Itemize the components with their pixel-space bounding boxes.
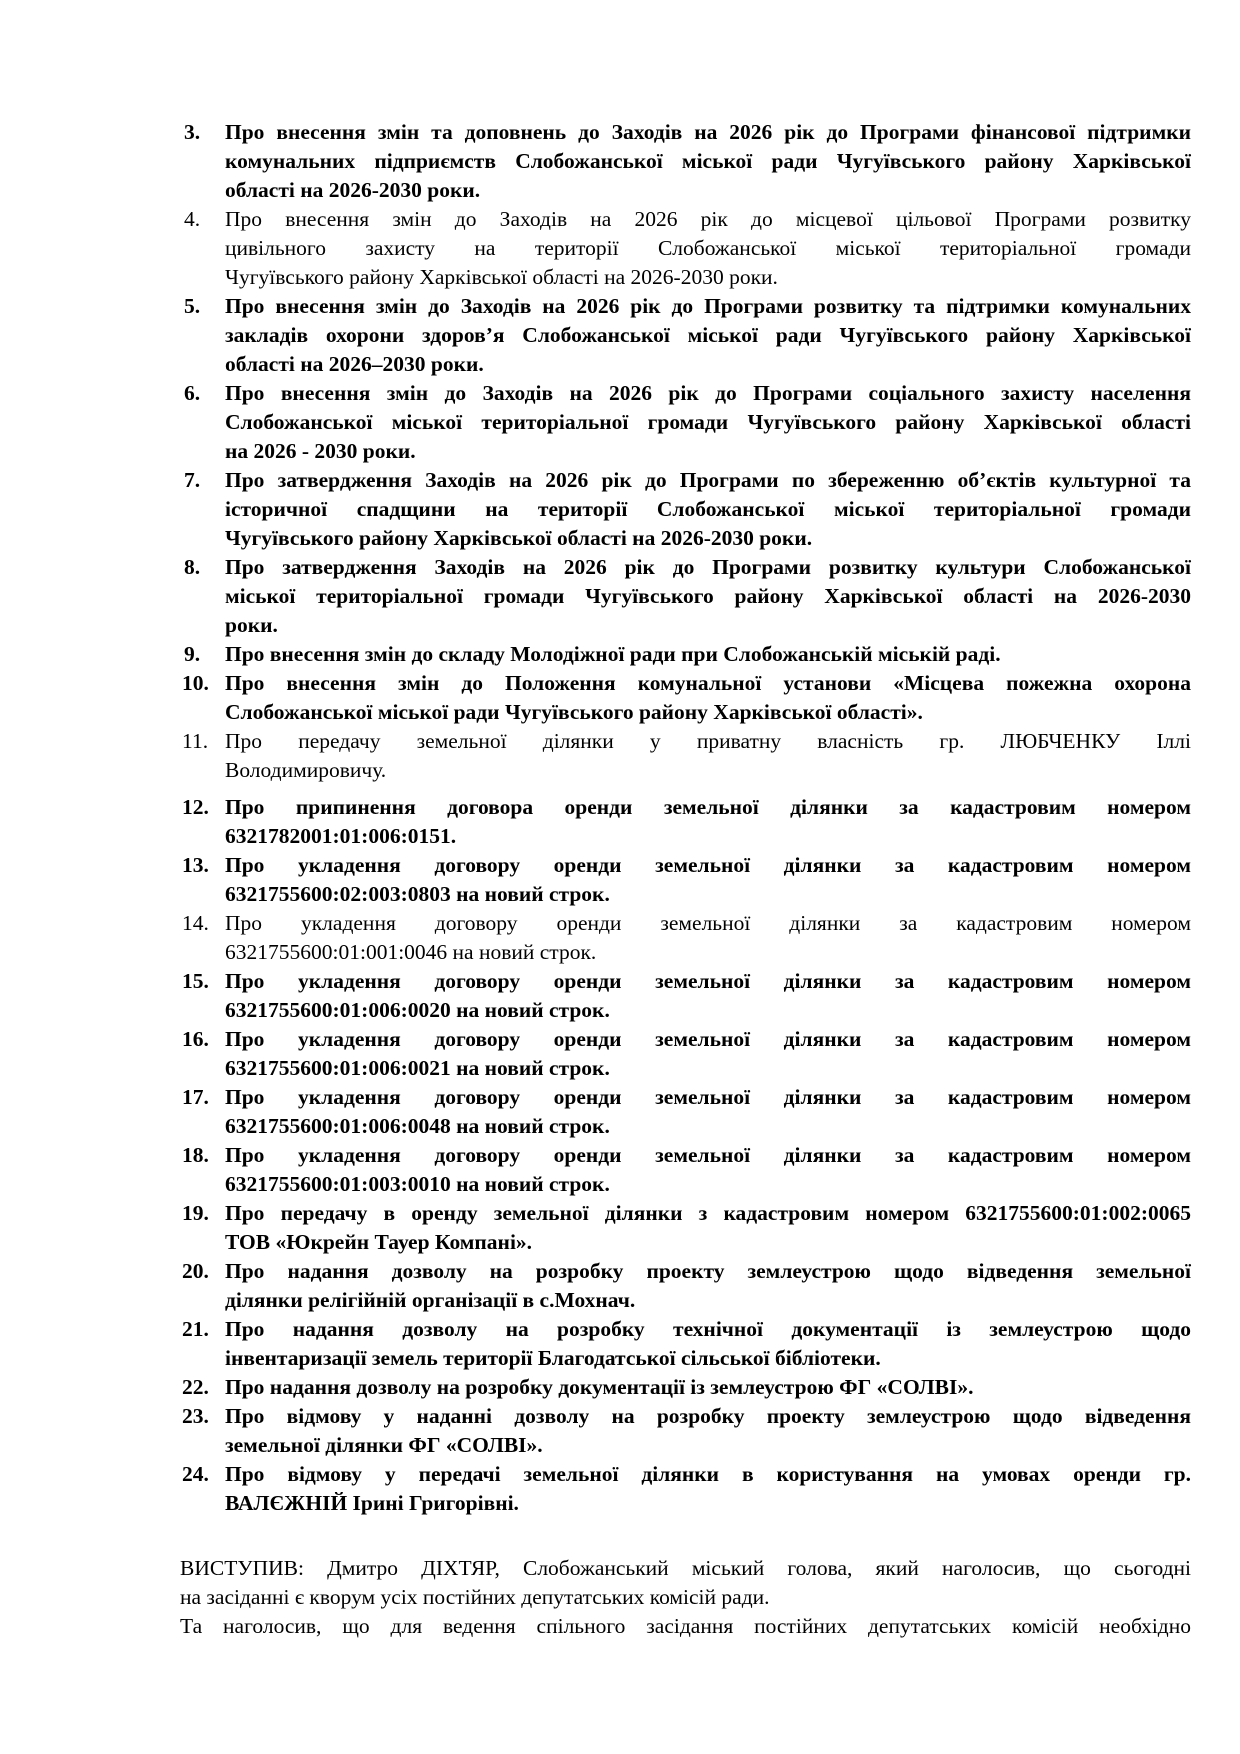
- agenda-item-text-line: Про укладення договору оренди земельної ділянки за кадастровим номером: [225, 969, 1191, 993]
- agenda-item-text-line: міської територіальної громади Чугуївського району Харківської області на 2026-2030: [225, 584, 1191, 608]
- agenda-item-text-line: Про укладення договору оренди земельної ділянки за кадастровим номером: [225, 853, 1191, 877]
- agenda-item: [180, 379, 1191, 466]
- agenda-item-text-line: Чугуївського району Харківської області на 2026-2030 роки.: [225, 265, 778, 289]
- agenda-item-text-line: історичної спадщини на території Слобожанської міської територіальної громади: [225, 497, 1191, 521]
- agenda-item: [180, 1199, 1191, 1257]
- agenda-item: [180, 466, 1191, 553]
- agenda-item-text-line: 6321755600:01:006:0020 на новий строк.: [225, 998, 610, 1022]
- agenda-item-text-line: земельної ділянки ФГ «СОЛВІ».: [225, 1433, 543, 1457]
- agenda-item-text-line: області на 2026–2030 роки.: [225, 352, 484, 376]
- agenda-item-text-line: Про укладення договору оренди земельної ділянки за кадастровим номером: [225, 1085, 1191, 1109]
- agenda-item-text-line: Чугуївського району Харківської області на 2026-2030 роки.: [225, 526, 813, 550]
- agenda-item-number: 11.: [182, 729, 209, 753]
- agenda-item-text-line: Про затвердження Заходів на 2026 рік до Програми по збереженню об’єктів культурної та: [225, 468, 1191, 492]
- agenda-item-text-line: ТОВ «Юкрейн Тауер Компані».: [225, 1230, 533, 1254]
- agenda-item-text-line: 6321755600:01:006:0048 на новий строк.: [225, 1114, 610, 1138]
- agenda-item-text-line: Про припинення договора оренди земельної ділянки за кадастровим номером: [225, 795, 1191, 819]
- agenda-item-text-line: інвентаризації земель території Благодатської сільської бібліотеки.: [225, 1346, 881, 1370]
- agenda-item: [180, 1315, 1191, 1373]
- agenda-item-text-line: Володимировичу.: [225, 758, 387, 782]
- agenda-item-number: 20.: [182, 1259, 209, 1283]
- agenda-item: [180, 1257, 1191, 1315]
- agenda-item-text-line: на 2026 - 2030 роки.: [225, 439, 416, 463]
- speech-continuation: Та наголосив, що для ведення спільного засідання постійних депутатських комісій необхідно: [180, 1614, 1191, 1638]
- agenda-item-number: 14.: [182, 911, 209, 935]
- agenda-item: [180, 1025, 1191, 1083]
- agenda-item-text-line: Про внесення змін та доповнень до Заходів на 2026 рік до Програми фінансової підтримки: [225, 120, 1191, 144]
- agenda-item-text-line: ВАЛЄЖНІЙ Ірині Григорівні.: [225, 1491, 519, 1515]
- agenda-item: [180, 640, 1191, 669]
- agenda-item-text-line: комунальних підприємств Слобожанської міської ради Чугуївського району Харківської: [225, 149, 1191, 173]
- agenda-item-text-line: Про надання дозволу на розробку документації із землеустрою ФГ «СОЛВІ».: [225, 1375, 974, 1399]
- agenda-item-text-line: Про укладення договору оренди земельної ділянки за кадастровим номером: [225, 1143, 1191, 1167]
- agenda-item-text-line: Про відмову у наданні дозволу на розробку проекту землеустрою щодо відведення: [225, 1404, 1191, 1428]
- agenda-item-number: 6.: [184, 381, 201, 405]
- speech-line: ВИСТУПИВ: Дмитро ДІХТЯР, Слобожанський міський голова, який наголосив, що сьогодні: [180, 1556, 1191, 1580]
- agenda-item: [180, 292, 1191, 379]
- agenda-item-text-line: ділянки релігійній організації в с.Мохнач.: [225, 1288, 636, 1312]
- agenda-item-text-line: Про внесення змін до Заходів на 2026 рік до Програми розвитку та підтримки комунальних: [225, 294, 1191, 318]
- agenda-item-number: 16.: [182, 1027, 209, 1051]
- agenda-item-text-line: 6321755600:02:003:0803 на новий строк.: [225, 882, 610, 906]
- agenda-item-text-line: Про внесення змін до Заходів на 2026 рік до Програми соціального захисту населення: [225, 381, 1191, 405]
- agenda-item: [180, 205, 1191, 292]
- agenda-item-text-line: області на 2026-2030 роки.: [225, 178, 481, 202]
- agenda-item: [180, 967, 1191, 1025]
- agenda-item-number: 3.: [184, 120, 201, 144]
- agenda-item-number: 10.: [182, 671, 209, 695]
- agenda-item-text-line: 6321782001:01:006:0151.: [225, 824, 457, 848]
- agenda-item: [180, 793, 1191, 851]
- document-page: [180, 118, 1191, 1641]
- agenda-item-number: 5.: [184, 294, 201, 318]
- agenda-item-number: 12.: [182, 795, 209, 819]
- agenda-item-text-line: закладів охорони здоров’я Слобожанської міської ради Чугуївського району Харківської: [225, 323, 1191, 347]
- agenda-item: [180, 1141, 1191, 1199]
- agenda-item-text-line: цивільного захисту на території Слобожанської міської територіальної громади: [225, 236, 1191, 260]
- speech-paragraph: [180, 1554, 1191, 1641]
- agenda-item-text-line: Про внесення змін до Заходів на 2026 рік до місцевої цільової Програми розвитку: [225, 207, 1191, 231]
- agenda-item-number: 17.: [182, 1085, 209, 1109]
- agenda-item-number: 4.: [184, 207, 201, 231]
- agenda-item-text-line: Про відмову у передачі земельної ділянки в користування на умовах оренди гр.: [225, 1462, 1191, 1486]
- agenda-item-text-line: Про внесення змін до Положення комунальної установи «Місцева пожежна охорона: [225, 671, 1191, 695]
- agenda-item: [180, 1460, 1191, 1518]
- agenda-item-number: 9.: [184, 642, 201, 666]
- agenda-item: [180, 553, 1191, 640]
- agenda-item-text-line: Про передачу в оренду земельної ділянки з кадастровим номером 6321755600:01:002:0065: [225, 1201, 1191, 1225]
- agenda-item-number: 13.: [182, 853, 209, 877]
- agenda-item-number: 18.: [182, 1143, 209, 1167]
- agenda-item: [180, 1402, 1191, 1460]
- agenda-item: [180, 1083, 1191, 1141]
- agenda-item-text-line: Слобожанської міської ради Чугуївського району Харківської області».: [225, 700, 923, 724]
- agenda-item-number: 15.: [182, 969, 209, 993]
- agenda-item-text-line: Про внесення змін до складу Молодіжної ради при Слобожанській міській раді.: [225, 642, 1001, 666]
- agenda-item: [180, 727, 1191, 785]
- agenda-item-text-line: 6321755600:01:006:0021 на новий строк.: [225, 1056, 610, 1080]
- speech-line: на засіданні є кворум усіх постійних депутатських комісій ради.: [180, 1585, 770, 1609]
- agenda-item-number: 21.: [182, 1317, 209, 1341]
- agenda-item-number: 24.: [182, 1462, 209, 1486]
- agenda-item: [180, 851, 1191, 909]
- agenda-item-text-line: Слобожанської міської територіальної громади Чугуївського району Харківської області: [225, 410, 1191, 434]
- agenda-item-text-line: 6321755600:01:001:0046 на новий строк.: [225, 940, 597, 964]
- agenda-item-text-line: Про передачу земельної ділянки у приватну власність гр. ЛЮБЧЕНКУ Іллі: [225, 729, 1191, 753]
- agenda-item-text-line: Про надання дозволу на розробку технічної документації із землеустрою щодо: [225, 1317, 1191, 1341]
- agenda-item: [180, 1373, 1191, 1402]
- agenda-item: [180, 118, 1191, 205]
- agenda-item-text-line: Про укладення договору оренди земельної ділянки за кадастровим номером: [225, 911, 1191, 935]
- agenda-item-number: 23.: [182, 1404, 209, 1428]
- agenda-item-number: 19.: [182, 1201, 209, 1225]
- agenda-item-text-line: Про укладення договору оренди земельної ділянки за кадастровим номером: [225, 1027, 1191, 1051]
- agenda-item: [180, 909, 1191, 967]
- agenda-item-number: 7.: [184, 468, 201, 492]
- agenda-item-text-line: роки.: [225, 613, 278, 637]
- agenda-item-number: 8.: [184, 555, 201, 579]
- agenda-list: [180, 118, 1191, 1518]
- agenda-item-text-line: Про затвердження Заходів на 2026 рік до Програми розвитку культури Слобожанської: [225, 555, 1191, 579]
- agenda-item: [180, 669, 1191, 727]
- agenda-item-text-line: 6321755600:01:003:0010 на новий строк.: [225, 1172, 610, 1196]
- agenda-item-text-line: Про надання дозволу на розробку проекту землеустрою щодо відведення земельної: [225, 1259, 1191, 1283]
- agenda-item-number: 22.: [182, 1375, 209, 1399]
